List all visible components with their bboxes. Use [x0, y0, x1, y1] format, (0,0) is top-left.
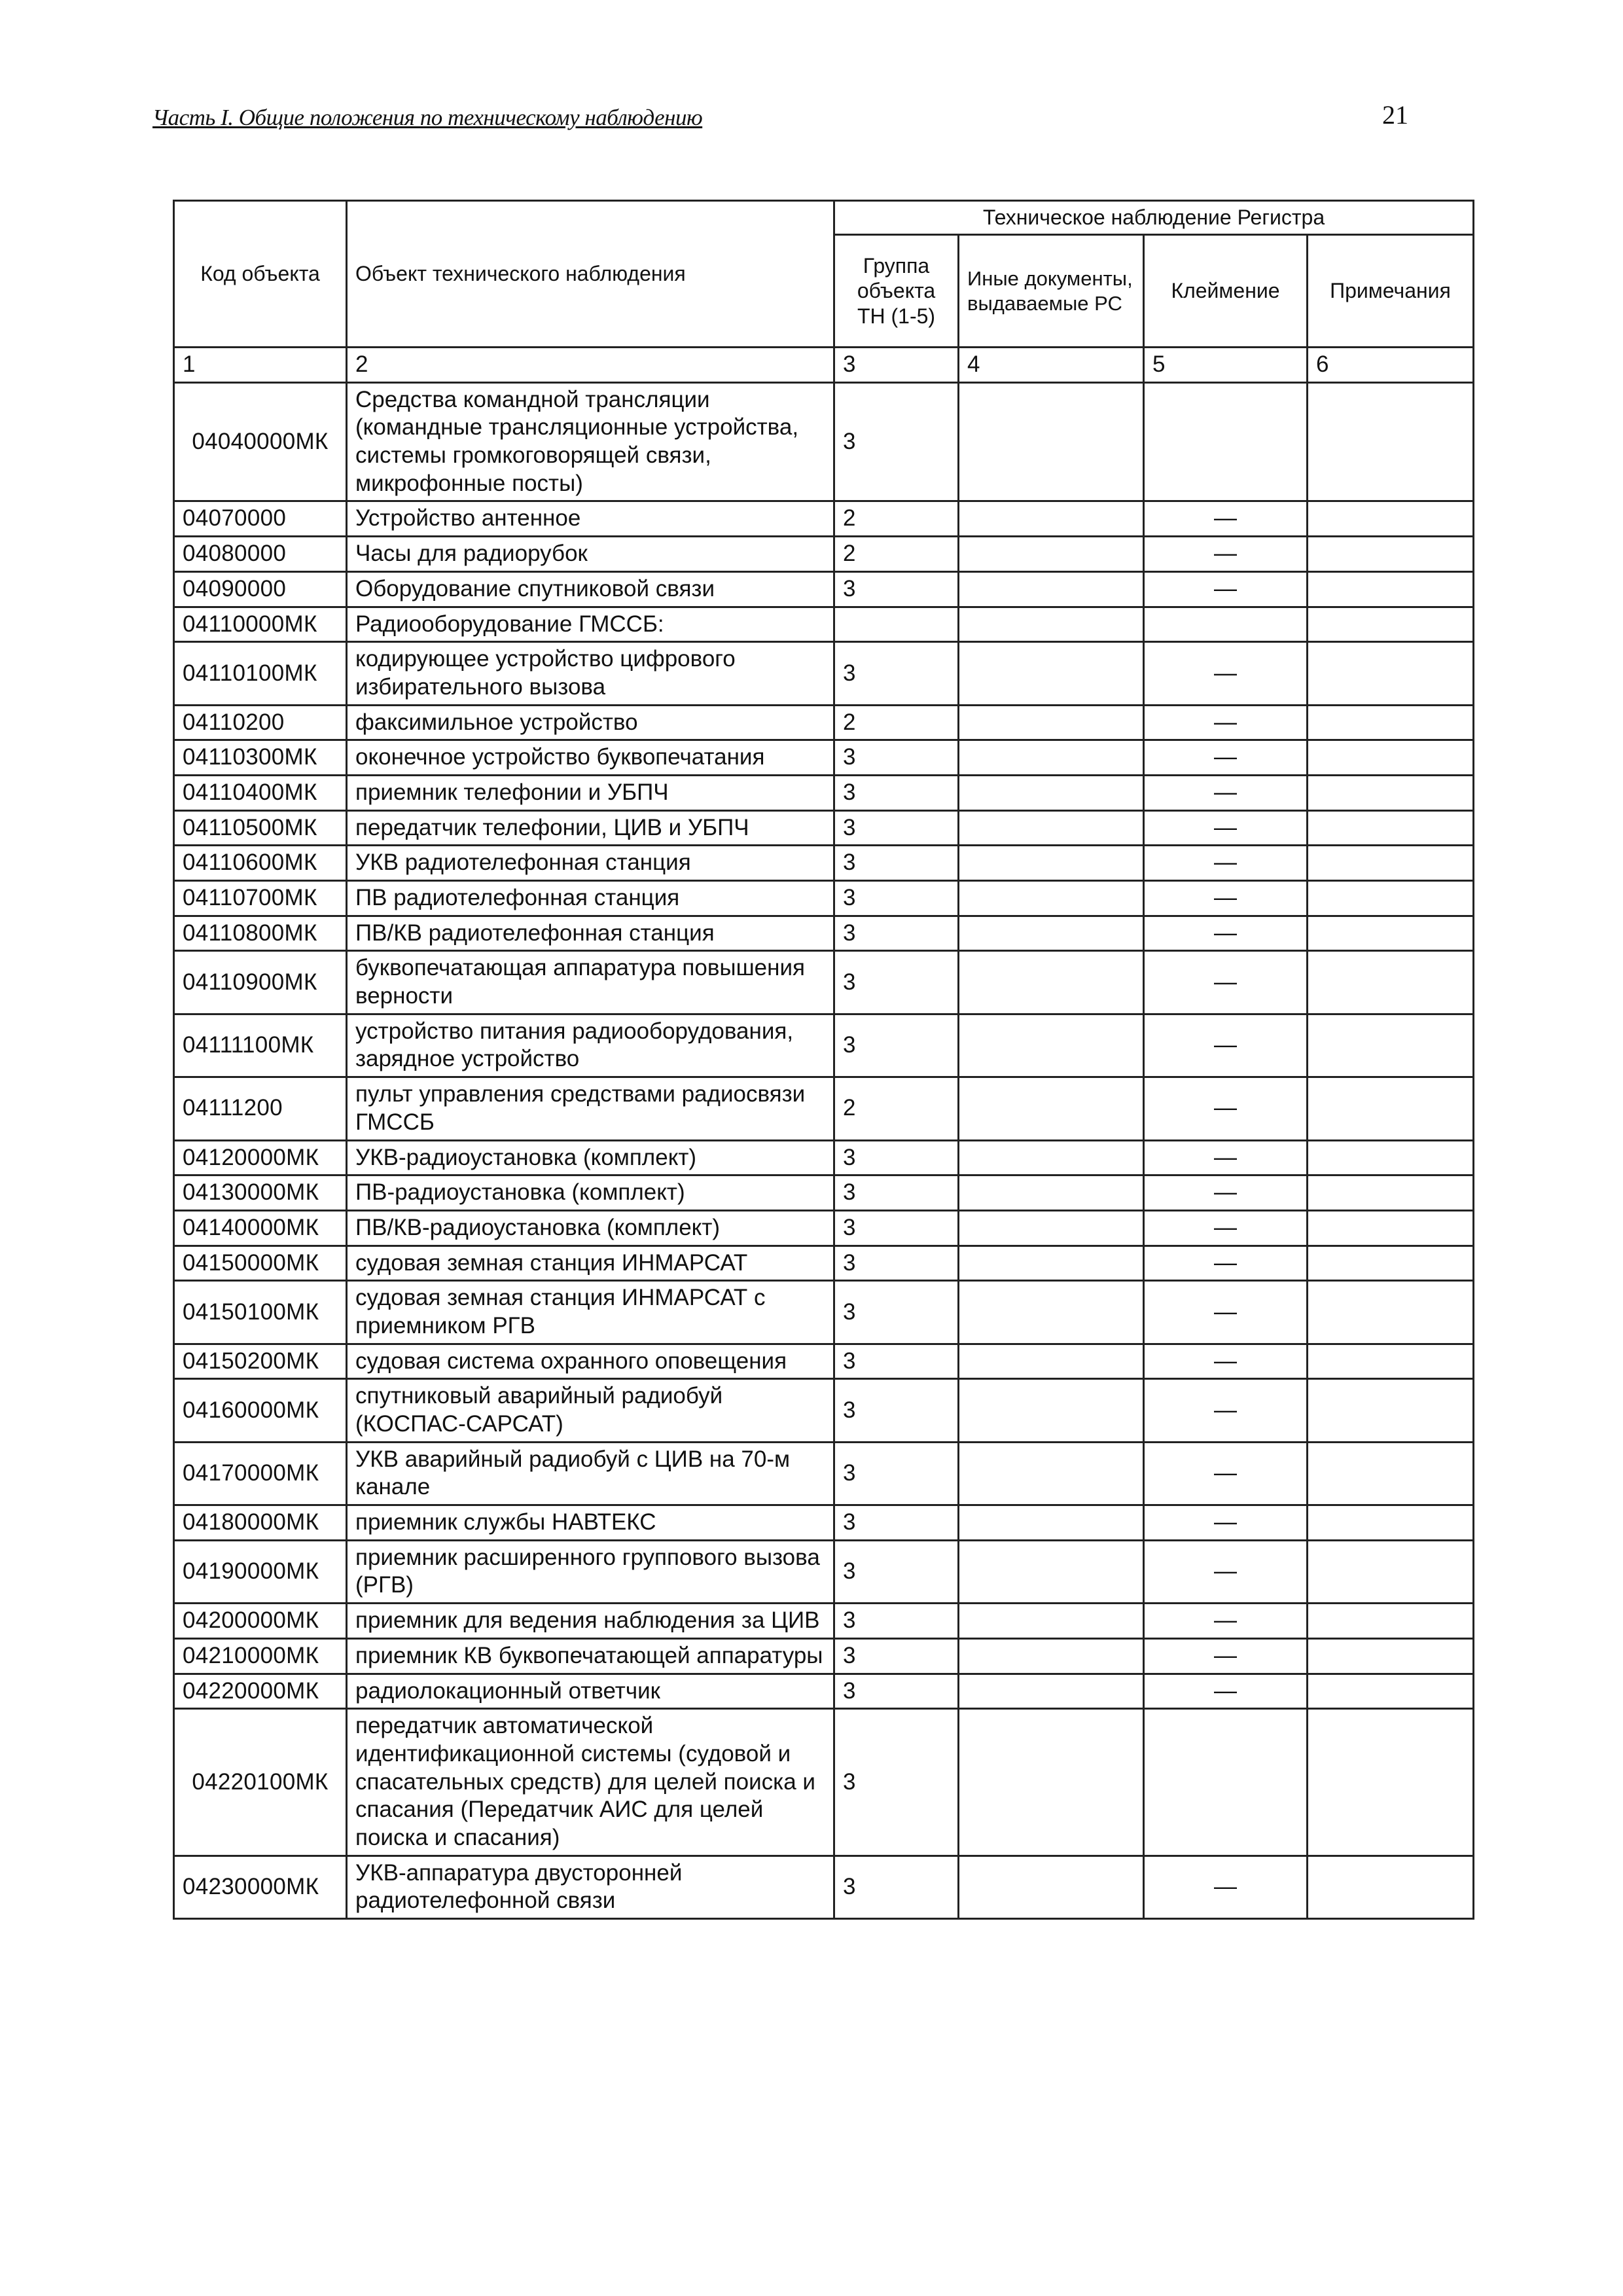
cell-docs [959, 1077, 1144, 1140]
cell-notes [1308, 537, 1474, 572]
cell-code: 04110600МК [174, 846, 347, 881]
table-row [174, 1281, 1474, 1344]
cell-brand: — [1144, 916, 1308, 951]
cell-code: 04160000МК [174, 1379, 347, 1442]
cell-object: Средства командной трансляции (командные трансляционные устройства, системы громкоговорящей связи, микрофонные посты) [347, 382, 834, 501]
cell-object: ПВ радиотелефонная станция [347, 881, 834, 916]
cell-object: факсимильное устройство [347, 705, 834, 740]
column-number: 3 [834, 348, 959, 383]
cell-brand: — [1144, 1604, 1308, 1639]
cell-group: 3 [834, 775, 959, 810]
cell-docs [959, 881, 1144, 916]
cell-docs [959, 775, 1144, 810]
cell-object: Часы для радиорубок [347, 537, 834, 572]
cell-code: 04110100МК [174, 642, 347, 705]
cell-group: 3 [834, 1442, 959, 1505]
cell-notes [1308, 1014, 1474, 1077]
cell-group: 3 [834, 1344, 959, 1379]
table-row [174, 881, 1474, 916]
table-row [174, 1604, 1474, 1639]
table-row [174, 810, 1474, 846]
cell-code: 04110800МК [174, 916, 347, 951]
cell-docs [959, 642, 1144, 705]
cell-group: 3 [834, 846, 959, 881]
cell-object: УКВ-радиоустановка (комплект) [347, 1140, 834, 1175]
column-number: 4 [959, 348, 1144, 383]
cell-brand [1144, 1709, 1308, 1856]
cell-notes [1308, 607, 1474, 642]
cell-brand: — [1144, 951, 1308, 1014]
cell-brand: — [1144, 1246, 1308, 1281]
cell-brand: — [1144, 881, 1308, 916]
cell-object: пульт управления средствами радиосвязи ГМССБ [347, 1077, 834, 1140]
cell-brand: — [1144, 810, 1308, 846]
cell-object: судовая земная станция ИНМАРСАТ с приемником РГВ [347, 1281, 834, 1344]
table-row [174, 740, 1474, 776]
cell-group: 3 [834, 740, 959, 776]
cell-brand: — [1144, 1674, 1308, 1709]
cell-code: 04110300МК [174, 740, 347, 776]
table-row [174, 607, 1474, 642]
cell-docs [959, 1344, 1144, 1379]
cell-notes [1308, 571, 1474, 607]
cell-brand: — [1144, 537, 1308, 572]
cell-notes [1308, 1077, 1474, 1140]
cell-group: 3 [834, 1540, 959, 1603]
table-row [174, 1709, 1474, 1856]
table-body [174, 382, 1474, 1918]
cell-notes [1308, 1344, 1474, 1379]
cell-object: буквопечатающая аппаратура повышения верности [347, 951, 834, 1014]
cell-notes [1308, 1442, 1474, 1505]
cell-docs [959, 1246, 1144, 1281]
cell-object: приемник службы НАВТЕКС [347, 1505, 834, 1541]
cell-code: 04090000 [174, 571, 347, 607]
cell-notes [1308, 775, 1474, 810]
cell-notes [1308, 916, 1474, 951]
cell-object: спутниковый аварийный радиобуй (КОСПАС-САРСАТ) [347, 1379, 834, 1442]
cell-brand: — [1144, 1344, 1308, 1379]
cell-docs [959, 1379, 1144, 1442]
cell-notes [1308, 1638, 1474, 1674]
cell-notes [1308, 1856, 1474, 1918]
cell-code: 04150000МК [174, 1246, 347, 1281]
cell-brand: — [1144, 501, 1308, 537]
cell-notes [1308, 1604, 1474, 1639]
cell-code: 04150200МК [174, 1344, 347, 1379]
cell-notes [1308, 1210, 1474, 1246]
table-row [174, 1014, 1474, 1077]
cell-group: 3 [834, 382, 959, 501]
cell-code: 04210000МК [174, 1638, 347, 1674]
cell-code: 04110200 [174, 705, 347, 740]
cell-notes [1308, 1246, 1474, 1281]
cell-docs [959, 705, 1144, 740]
cell-group: 3 [834, 810, 959, 846]
cell-group: 3 [834, 1379, 959, 1442]
cell-group: 3 [834, 1246, 959, 1281]
cell-notes [1308, 382, 1474, 501]
cell-code: 04111100МК [174, 1014, 347, 1077]
cell-brand: — [1144, 846, 1308, 881]
table-row [174, 1638, 1474, 1674]
cell-docs [959, 1442, 1144, 1505]
cell-docs [959, 1638, 1144, 1674]
cell-docs [959, 951, 1144, 1014]
cell-brand: — [1144, 1379, 1308, 1442]
col-header-notes: Примечания [1308, 235, 1474, 348]
cell-object: Оборудование спутниковой связи [347, 571, 834, 607]
cell-docs [959, 810, 1144, 846]
cell-notes [1308, 705, 1474, 740]
cell-code: 04230000МК [174, 1856, 347, 1918]
cell-docs [959, 1856, 1144, 1918]
cell-docs [959, 382, 1144, 501]
cell-code: 04070000 [174, 501, 347, 537]
cell-docs [959, 740, 1144, 776]
cell-brand: — [1144, 1014, 1308, 1077]
cell-code: 04220100МК [174, 1709, 347, 1856]
cell-notes [1308, 740, 1474, 776]
cell-notes [1308, 951, 1474, 1014]
cell-brand: — [1144, 1638, 1308, 1674]
cell-docs [959, 1709, 1144, 1856]
cell-group: 3 [834, 916, 959, 951]
cell-group: 2 [834, 537, 959, 572]
cell-code: 04110900МК [174, 951, 347, 1014]
cell-object: приемник для ведения наблюдения за ЦИВ [347, 1604, 834, 1639]
cell-object: УКВ аварийный радиобуй с ЦИВ на 70-м канале [347, 1442, 834, 1505]
table-row [174, 1505, 1474, 1541]
col-header-group: Группа объекта ТН (1-5) [834, 235, 959, 348]
table-row [174, 775, 1474, 810]
table-row [174, 1175, 1474, 1211]
table-row [174, 1442, 1474, 1505]
cell-code: 04170000МК [174, 1442, 347, 1505]
cell-notes [1308, 881, 1474, 916]
cell-group: 3 [834, 1856, 959, 1918]
cell-object: УКВ-аппаратура двусторонней радиотелефонной связи [347, 1856, 834, 1918]
table-row [174, 1540, 1474, 1603]
cell-brand: — [1144, 775, 1308, 810]
table-row [174, 1246, 1474, 1281]
cell-object: радиолокационный ответчик [347, 1674, 834, 1709]
cell-brand: — [1144, 705, 1308, 740]
table-row [174, 501, 1474, 537]
table-row [174, 642, 1474, 705]
cell-code: 04180000МК [174, 1505, 347, 1541]
cell-object: судовая система охранного оповещения [347, 1344, 834, 1379]
cell-brand: — [1144, 1175, 1308, 1211]
cell-notes [1308, 1281, 1474, 1344]
cell-docs [959, 607, 1144, 642]
cell-code: 04130000МК [174, 1175, 347, 1211]
table-row [174, 537, 1474, 572]
cell-object: ПВ-радиоустановка (комплект) [347, 1175, 834, 1211]
cell-group [834, 607, 959, 642]
cell-brand: — [1144, 1540, 1308, 1603]
cell-docs [959, 1540, 1144, 1603]
cell-group: 3 [834, 1140, 959, 1175]
cell-object: УКВ радиотелефонная станция [347, 846, 834, 881]
cell-code: 04110400МК [174, 775, 347, 810]
col-header-register: Техническое наблюдение Регистра [834, 201, 1474, 235]
column-number: 6 [1308, 348, 1474, 383]
cell-brand: — [1144, 1140, 1308, 1175]
cell-object: устройство питания радиооборудования, зарядное устройство [347, 1014, 834, 1077]
cell-object: Устройство антенное [347, 501, 834, 537]
cell-group: 2 [834, 501, 959, 537]
cell-code: 04120000МК [174, 1140, 347, 1175]
col-header-brand: Клеймение [1144, 235, 1308, 348]
page-header-title: Часть I. Общие положения по техническому наблюдению [152, 105, 703, 130]
table-row [174, 951, 1474, 1014]
cell-brand: — [1144, 1856, 1308, 1918]
cell-code: 04110700МК [174, 881, 347, 916]
cell-notes [1308, 1540, 1474, 1603]
cell-group: 2 [834, 705, 959, 740]
cell-group: 3 [834, 1604, 959, 1639]
cell-docs [959, 916, 1144, 951]
cell-notes [1308, 642, 1474, 705]
cell-object: приемник телефонии и УБПЧ [347, 775, 834, 810]
cell-object: приемник КВ буквопечатающей аппаратуры [347, 1638, 834, 1674]
cell-group: 3 [834, 1210, 959, 1246]
cell-docs [959, 571, 1144, 607]
cell-group: 2 [834, 1077, 959, 1140]
cell-brand: — [1144, 1442, 1308, 1505]
cell-brand: — [1144, 571, 1308, 607]
cell-group: 3 [834, 1674, 959, 1709]
cell-docs [959, 1140, 1144, 1175]
col-header-object: Объект технического наблюдения [347, 201, 834, 348]
table-row [174, 1140, 1474, 1175]
cell-object: передатчик телефонии, ЦИВ и УБПЧ [347, 810, 834, 846]
cell-notes [1308, 1674, 1474, 1709]
col-header-docs: Иные документы, выдаваемые РС [959, 235, 1144, 348]
cell-notes [1308, 810, 1474, 846]
cell-brand: — [1144, 1505, 1308, 1541]
cell-notes [1308, 1379, 1474, 1442]
cell-notes [1308, 846, 1474, 881]
cell-code: 04150100МК [174, 1281, 347, 1344]
cell-group: 3 [834, 1175, 959, 1211]
cell-code: 04111200 [174, 1077, 347, 1140]
table-row [174, 1344, 1474, 1379]
cell-docs [959, 1210, 1144, 1246]
column-number: 5 [1144, 348, 1308, 383]
cell-notes [1308, 1175, 1474, 1211]
cell-group: 3 [834, 951, 959, 1014]
cell-object: приемник расширенного группового вызова (РГВ) [347, 1540, 834, 1603]
column-number: 2 [347, 348, 834, 383]
table-row [174, 1077, 1474, 1140]
cell-object: судовая земная станция ИНМАРСАТ [347, 1246, 834, 1281]
cell-object: Радиооборудование ГМССБ: [347, 607, 834, 642]
cell-docs [959, 1281, 1144, 1344]
cell-object: передатчик автоматической идентификационной системы (судовой и спасательных средств) для целей поиска и спасания (Передатчик АИС для целей поиска и спасания) [347, 1709, 834, 1856]
table-row [174, 1210, 1474, 1246]
cell-notes [1308, 501, 1474, 537]
col-header-code: Код объекта [174, 201, 347, 348]
cell-group: 3 [834, 1638, 959, 1674]
cell-code: 04110000МК [174, 607, 347, 642]
table-row [174, 382, 1474, 501]
cell-group: 3 [834, 1281, 959, 1344]
cell-docs [959, 1505, 1144, 1541]
cell-object: ПВ/КВ радиотелефонная станция [347, 916, 834, 951]
table-row [174, 1674, 1474, 1709]
cell-brand: — [1144, 1210, 1308, 1246]
table-row [174, 705, 1474, 740]
cell-code: 04110500МК [174, 810, 347, 846]
table-row [174, 1379, 1474, 1442]
cell-brand: — [1144, 642, 1308, 705]
table-row [174, 571, 1474, 607]
cell-object: ПВ/КВ-радиоустановка (комплект) [347, 1210, 834, 1246]
cell-docs [959, 846, 1144, 881]
cell-notes [1308, 1709, 1474, 1856]
table-row [174, 916, 1474, 951]
cell-group: 3 [834, 1709, 959, 1856]
page-number: 21 [1382, 100, 1408, 130]
cell-object: оконечное устройство буквопечатания [347, 740, 834, 776]
column-number-row [174, 348, 1474, 383]
cell-group: 3 [834, 571, 959, 607]
cell-group: 3 [834, 1014, 959, 1077]
equipment-table [173, 200, 1474, 1920]
cell-docs [959, 537, 1144, 572]
cell-brand [1144, 382, 1308, 501]
cell-code: 04040000МК [174, 382, 347, 501]
cell-docs [959, 1014, 1144, 1077]
cell-code: 04200000МК [174, 1604, 347, 1639]
cell-group: 3 [834, 881, 959, 916]
cell-code: 04190000МК [174, 1540, 347, 1603]
table-row [174, 846, 1474, 881]
cell-object: кодирующее устройство цифрового избирательного вызова [347, 642, 834, 705]
cell-docs [959, 1175, 1144, 1211]
column-number: 1 [174, 348, 347, 383]
table-row [174, 1856, 1474, 1918]
cell-brand: — [1144, 1077, 1308, 1140]
cell-docs [959, 501, 1144, 537]
cell-brand [1144, 607, 1308, 642]
cell-brand: — [1144, 740, 1308, 776]
cell-group: 3 [834, 642, 959, 705]
cell-code: 04080000 [174, 537, 347, 572]
cell-brand: — [1144, 1281, 1308, 1344]
cell-group: 3 [834, 1505, 959, 1541]
cell-code: 04140000МК [174, 1210, 347, 1246]
cell-docs [959, 1674, 1144, 1709]
cell-notes [1308, 1140, 1474, 1175]
cell-notes [1308, 1505, 1474, 1541]
cell-code: 04220000МК [174, 1674, 347, 1709]
cell-docs [959, 1604, 1144, 1639]
